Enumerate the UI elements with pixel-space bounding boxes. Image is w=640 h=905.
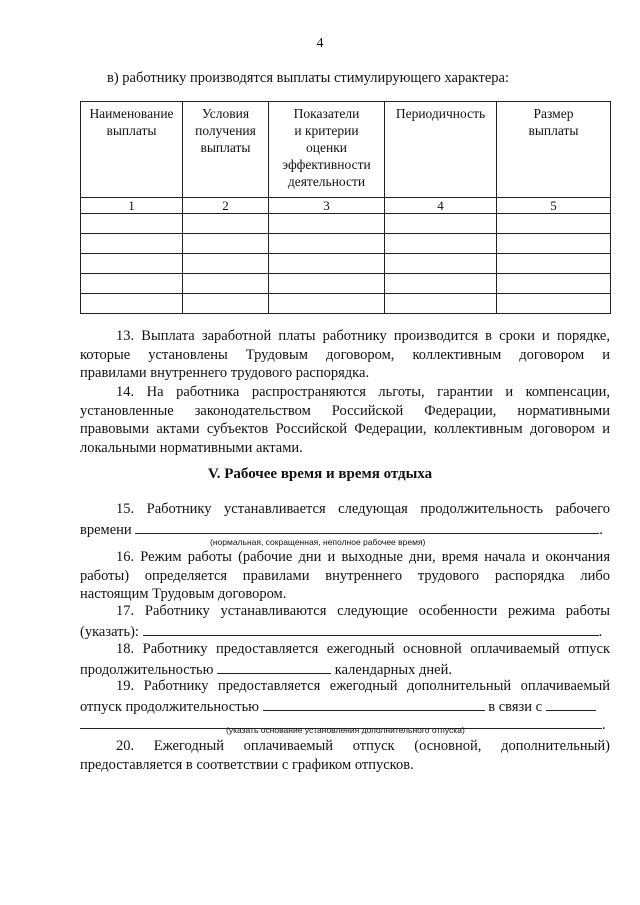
stimulus-payments-table <box>80 101 611 314</box>
table-row <box>81 214 611 234</box>
table-row <box>81 274 611 294</box>
header-cell-conditions: Условия получения выплаты <box>183 102 269 198</box>
header-cell-periodicity: Периодичность <box>385 102 497 198</box>
paragraph-17: 17. Работнику устанавливаются следующие особенности режима работы (указать): . <box>80 603 610 640</box>
additional-leave-hint: (указать основание установления дополнительного отпуска) <box>226 725 465 735</box>
work-time-hint: (нормальная, сокращенная, неполное рабочее время) <box>210 537 426 547</box>
additional-leave-duration-field[interactable] <box>263 696 485 711</box>
main-leave-days-field[interactable] <box>217 659 331 674</box>
page-number: 4 <box>316 36 324 51</box>
table-header-row <box>81 102 611 198</box>
work-mode-field[interactable] <box>143 621 599 636</box>
paragraph-15: 15. Работнику устанавливается следующая продолжительность рабочего времени . <box>80 501 610 538</box>
paragraph-20: 20. Ежегодный оплачиваемый отпуск (основной, дополнительный) предоставляется в соответствии с графиком отпусков. <box>80 738 610 773</box>
column-number: 2 <box>183 198 269 214</box>
table-row <box>81 294 611 314</box>
column-number: 5 <box>497 198 611 214</box>
column-number: 1 <box>81 198 183 214</box>
work-time-field[interactable] <box>135 519 599 534</box>
paragraph-18: 18. Работнику предоставляется ежегодный основной оплачиваемый отпуск продолжительностью календарных дней. <box>80 641 610 678</box>
table-number-row <box>81 198 611 214</box>
table-row <box>81 234 611 254</box>
additional-leave-reason-field[interactable] <box>546 696 596 711</box>
paragraph-16: 16. Режим работы (рабочие дни и выходные дни, время начала и окончания работы) определяется правилами внутреннего трудового распорядка либо настоящим Трудовым договором. <box>80 549 610 602</box>
column-number: 3 <box>269 198 385 214</box>
column-number: 4 <box>385 198 497 214</box>
intro-line: в) работнику производятся выплаты стимулирующего характера: <box>107 70 509 86</box>
section-heading: V. Рабочее время и время отдыха <box>207 466 433 482</box>
header-cell-amount: Размер выплаты <box>497 102 611 198</box>
paragraph-14: 14. На работника распространяются льготы, гарантии и компенсации, установленные законодательством Российской Федерации, нормативными правовыми актами субъектов Российской Федерации, коллективным договором и локальными нормативными актами. <box>80 384 610 456</box>
header-cell-name: Наименование выплаты <box>81 102 183 198</box>
table-row <box>81 254 611 274</box>
paragraph-19: 19. Работнику предоставляется ежегодный дополнительный оплачиваемый отпуск продолжительностью в связи с . <box>80 678 610 733</box>
header-cell-criteria: Показатели и критерии оценки эффективности деятельности <box>269 102 385 198</box>
paragraph-13: 13. Выплата заработной платы работнику производится в сроки и порядке, которые установлены Трудовым договором, коллективным договором и правилами внутреннего трудового распорядка. <box>80 328 610 381</box>
